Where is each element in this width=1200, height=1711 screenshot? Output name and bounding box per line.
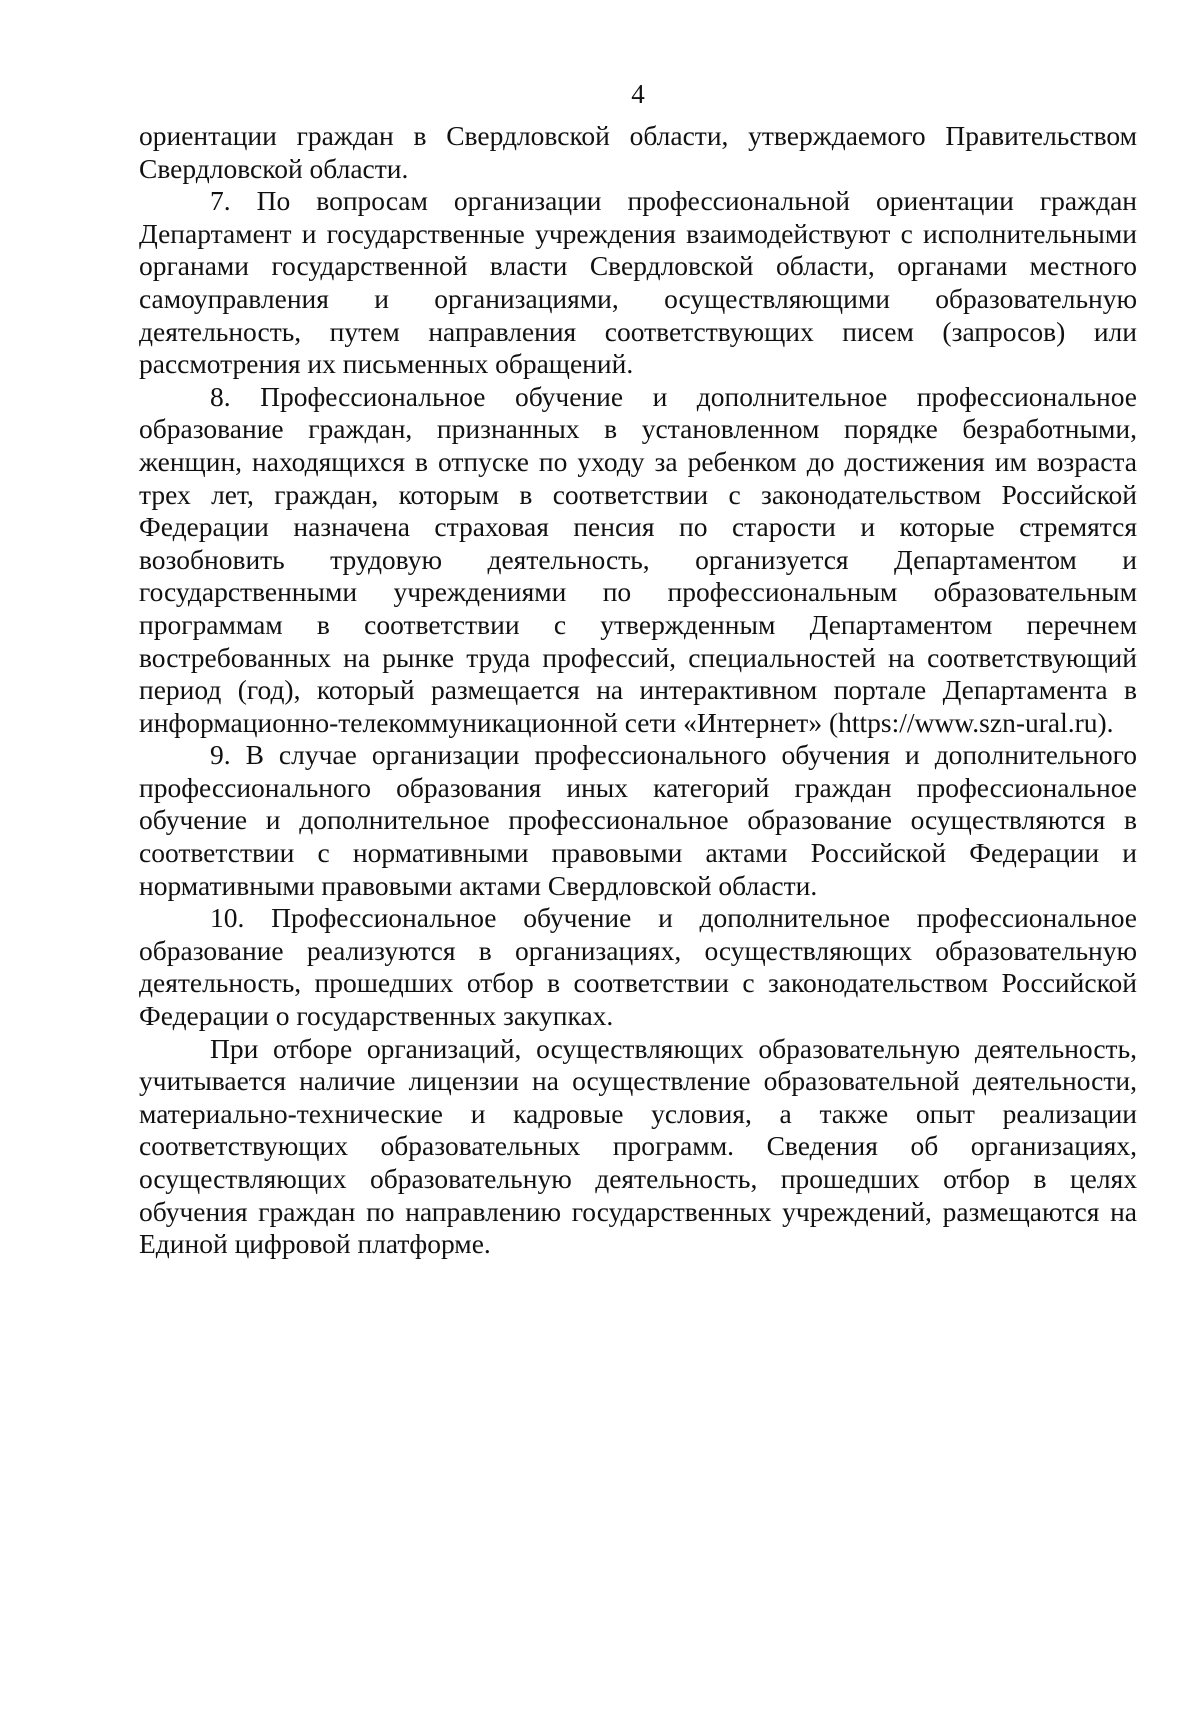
paragraph-item-8: 8. Профессиональное обучение и дополнительное профессиональное образование граждан, признанных в установленном порядке безработными, женщин, находящихся в отпуске по уходу за ребенком до достижения им возраста трех лет, граждан, которым в соответствии с законодательством Российской Федерации назначена страховая пенсия по старости и которые стремятся возобновить трудовую деятельность, организуется Департаментом и государственными учреждениями по профессиональным образовательным программам в соответствии с утвержденным Департаментом перечнем востребованных на рынке труда профессий, специальностей на соответствующий период (год), который размещается на интерактивном портале Департамента в информационно-телекоммуникационной сети «Интернет» (https://www.szn-ural.ru).: [139, 380, 1137, 738]
paragraph-item-10: 10. Профессиональное обучение и дополнительное профессиональное образование реализуются в организациях, осуществляющих образовательную деятельность, прошедших отбор в соответствии с законодательством Российской Федерации о государственных закупках.: [139, 902, 1137, 1032]
paragraph-selection-criteria: При отборе организаций, осуществляющих образовательную деятельность, учитывается наличие лицензии на осуществление образовательной деятельности, материально-технические и кадровые условия, а также опыт реализации соответствующих образовательных программ. Сведения об организациях, осуществляющих образовательную деятельность, прошедших отбор в целях обучения граждан по направлению государственных учреждений, размещаются на Единой цифровой платформе.: [139, 1032, 1137, 1260]
page-number: 4: [631, 79, 645, 109]
paragraph-continuation: ориентации граждан в Свердловской области, утверждаемого Правительством Свердловской области.: [139, 120, 1137, 184]
document-body: [139, 120, 1137, 1261]
paragraph-item-9: 9. В случае организации профессионального обучения и дополнительного профессионального образования иных категорий граждан профессиональное обучение и дополнительное профессиональное образование осуществляются в соответствии с нормативными правовыми актами Российской Федерации и нормативными правовыми актами Свердловской области.: [139, 739, 1137, 901]
paragraph-item-7: 7. По вопросам организации профессиональной ориентации граждан Департамент и государственные учреждения взаимодействуют с исполнительными органами государственной власти Свердловской области, органами местного самоуправления и организациями, осуществляющими образовательную деятельность, путем направления соответствующих писем (запросов) или рассмотрения их письменных обращений.: [139, 185, 1137, 380]
